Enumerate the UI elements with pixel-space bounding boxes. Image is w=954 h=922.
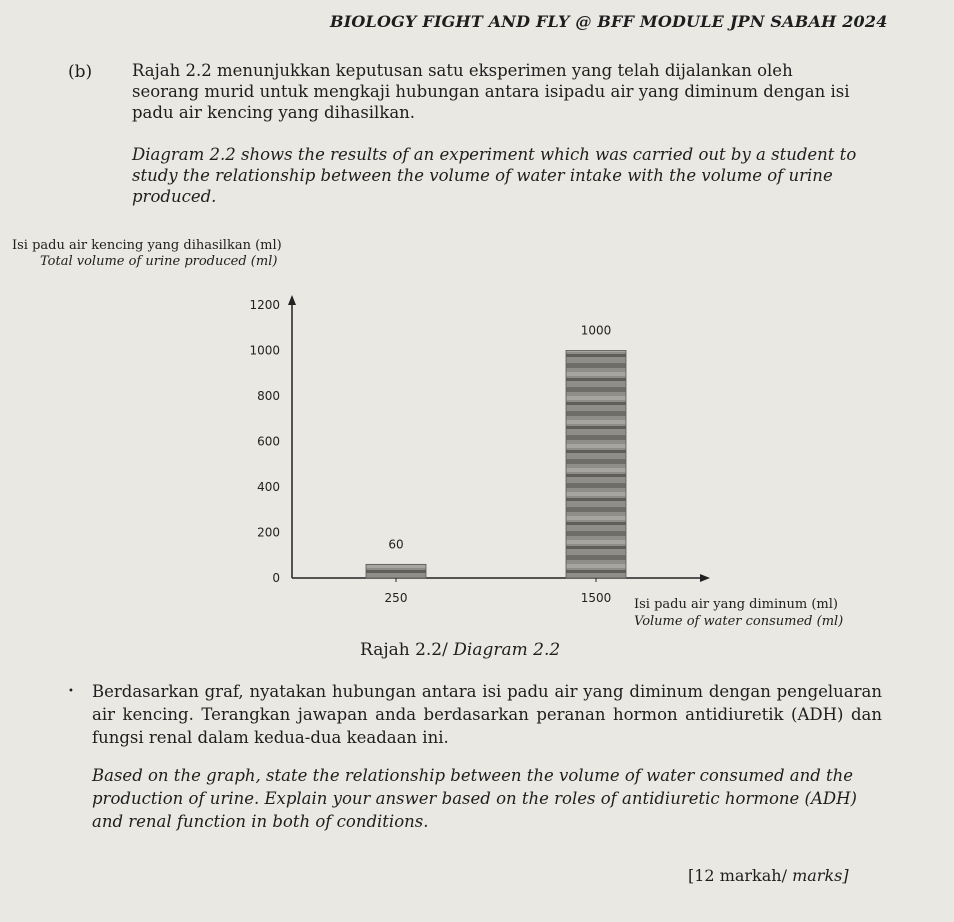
module-header: BIOLOGY FIGHT AND FLY @ BFF MODULE JPN SABAH 2024 xyxy=(330,12,888,31)
x-axis-label-en: Volume of water consumed (ml) xyxy=(634,614,844,629)
x-axis-label xyxy=(634,596,843,630)
x-axis-label-ms: Isi padu air yang diminum (ml) xyxy=(634,597,838,612)
marks-label xyxy=(688,866,849,885)
x-tick-label: 1500 xyxy=(580,591,612,605)
caption-en: Diagram 2.2 xyxy=(453,640,561,660)
x-tick-label: 250 xyxy=(384,591,408,605)
figure-caption xyxy=(360,640,560,660)
y-tick-label: 800 xyxy=(257,389,280,403)
marks-en: marks] xyxy=(792,866,849,885)
caption-ms: Rajah 2.2/ xyxy=(360,640,448,660)
y-tick-label: 1200 xyxy=(249,298,280,312)
y-axis-label-en: Total volume of urine produced (ml) xyxy=(40,254,278,269)
intro-english: Diagram 2.2 shows the results of an experiment which was carried out by a student to study the relationship between the volume of water intake with the volume of urine produced. xyxy=(132,145,857,206)
bullet-mark: • xyxy=(68,686,74,697)
question-malay: Berdasarkan graf, nyatakan hubungan antara isi padu air yang diminum dengan pengeluaran air kencing. Terangkan jawapan anda berdasarkan peranan hormon antidiuretik (ADH) dan fungsi renal dalam kedua-dua keadaan ini. xyxy=(92,682,882,747)
x-axis-arrow xyxy=(700,574,710,582)
y-axis-arrow xyxy=(288,295,296,305)
question-english: Based on the graph, state the relationship between the volume of water consumed and the production of urine. Explain your answer based on the roles of antidiuretic hormone (ADH) and renal function in both of conditions. xyxy=(92,766,857,831)
y-tick-label: 600 xyxy=(257,434,280,449)
question-number: (b) xyxy=(68,62,93,82)
y-tick-label: 0 xyxy=(272,571,280,585)
bar-data-label: 1000 xyxy=(580,323,612,338)
intro-malay: Rajah 2.2 menunjukkan keputusan satu eksperimen yang telah dijalankan oleh seorang murid untuk mengkaji hubungan antara isipadu air yang diminum dengan isi padu air kencing yang dihasilkan. xyxy=(132,61,850,122)
y-tick-label: 400 xyxy=(257,480,280,494)
y-tick-label: 200 xyxy=(257,525,280,540)
marks-ms: [12 markah/ xyxy=(688,866,787,885)
bar xyxy=(566,351,626,579)
bar-data-label: 60 xyxy=(388,537,404,552)
y-axis-label-ms: Isi padu air kencing yang dihasilkan (ml) xyxy=(12,238,282,253)
bar xyxy=(366,564,426,578)
y-tick-label: 1000 xyxy=(249,343,280,358)
